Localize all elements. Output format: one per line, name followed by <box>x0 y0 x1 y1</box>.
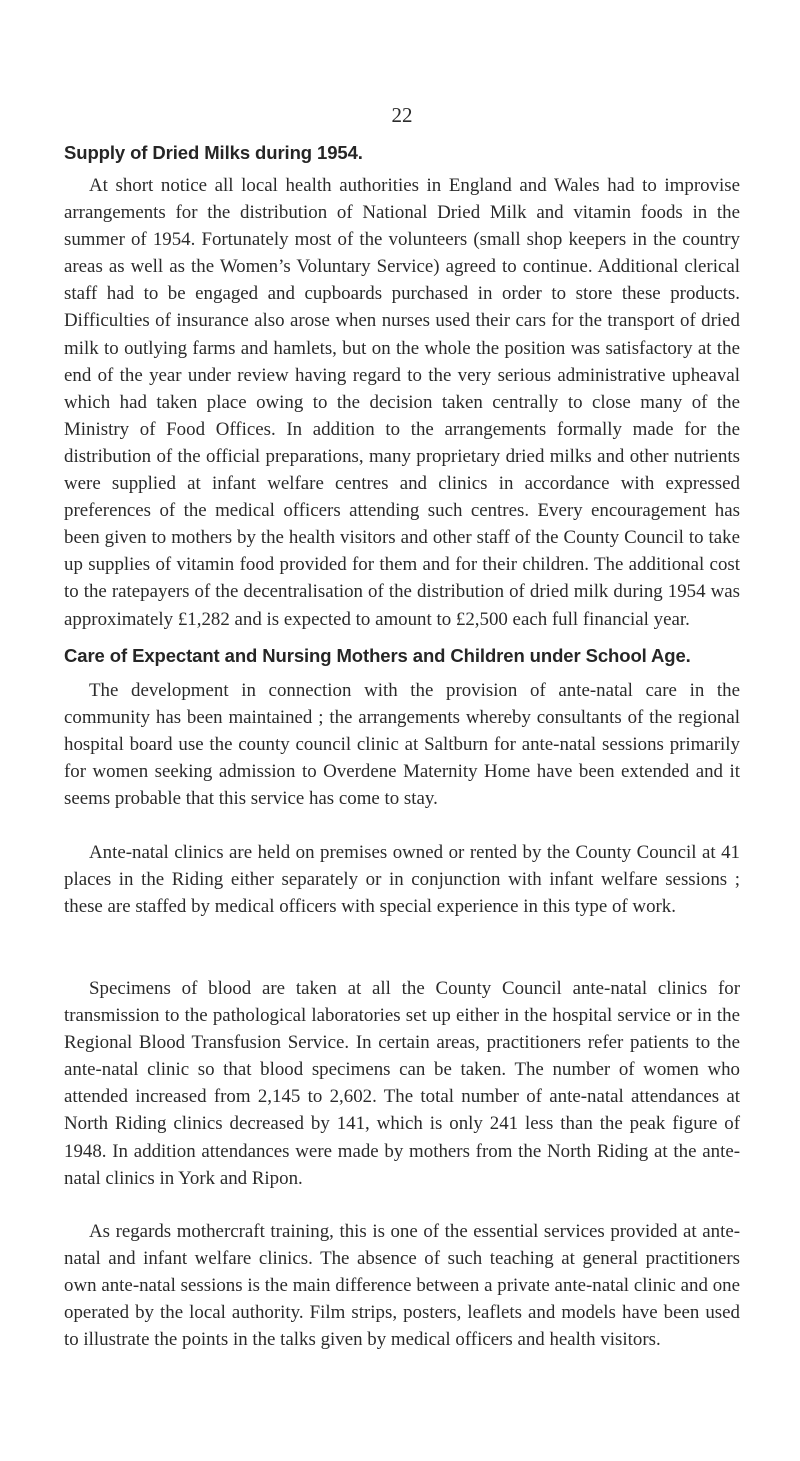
paragraph-ante-natal-development: The development in connection with the provision of ante-natal care in the community has been maintained ; the arrangements whereby consultants of the regional hospital board use the county council clinic at Saltburn for ante-natal sessions primarily for women seeking admission to Overdene Maternity Home have been extended and it seems probable that this service has come to stay. <box>64 680 740 810</box>
paragraph-mothercraft-training: As regards mothercraft training, this is one of the essential services provided at ante-natal and infant welfare clinics. The absence of such teaching at general practitioners own ante-natal sessions is the main difference between a private ante-natal clinic and one operated by the local authority. Film strips, posters, leaflets and models have been used to illustrate the points in the talks given by medical officers and health visitors. <box>64 1221 740 1351</box>
paragraph-dried-milks: At short notice all local health authorities in England and Wales had to improvise arrangements for the distribution of National Dried Milk and vitamin foods in the summer of 1954. Fortunately most of the volunteers (small shop keepers in the country areas as well as the Women’s Voluntary Service) agreed to continue. Additional clerical staff had to be engaged and cupboards purchased in order to store these products. Difficulties of insurance also arose when nurses used their cars for the transport of dried milk to outlying farms and hamlets, but on the whole the position was satisfactory at the end of the year under review having regard to the very serious administrative upheaval which had taken place owing to the decision taken centrally to close many of the Ministry of Food Offices. In addition to the arrangements formally made for the distribution of the official preparations, many proprietary dried milks and other nutrients were supplied at infant welfare centres and clinics in accordance with expressed preferences of the medical officers attending such centres. Every encouragement has been given to mothers by the health visitors and other staff of the County Council to take up supplies of vitamin food provided for them and for their children. The additional cost to the ratepayers of the decentralisation of the distribution of dried milk during 1954 was approximately £1,282 and is expected to amount to £2,500 each full financial year. <box>64 175 740 630</box>
paragraph-ante-natal-clinics: Ante-natal clinics are held on premises owned or rented by the County Council at 41 places in the Riding either separately or in conjunction with infant welfare sessions ; these are staffed by medical officers with special experience in this type of work. <box>64 842 740 918</box>
section-heading-dried-milks: Supply of Dried Milks during 1954. <box>64 142 363 163</box>
section-heading-care-of-mothers: Care of Expectant and Nursing Mothers and Children under School Age. <box>64 645 691 666</box>
page-number: 22 <box>391 103 413 127</box>
paragraph-blood-specimens: Specimens of blood are taken at all the County Council ante-natal clinics for transmission to the pathological laboratories set up either in the hospital service or in the Regional Blood Transfusion Service. In certain areas, practitioners refer patients to the ante-natal clinic so that blood specimens can be taken. The number of women who attended increased from 2,145 to 2,602. The total number of ante-natal attendances at North Riding clinics decreased by 141, which is only 241 less than the peak figure of 1948. In addition attendances were made by mothers from the North Riding at the ante-natal clinics in York and Ripon. <box>64 978 740 1189</box>
